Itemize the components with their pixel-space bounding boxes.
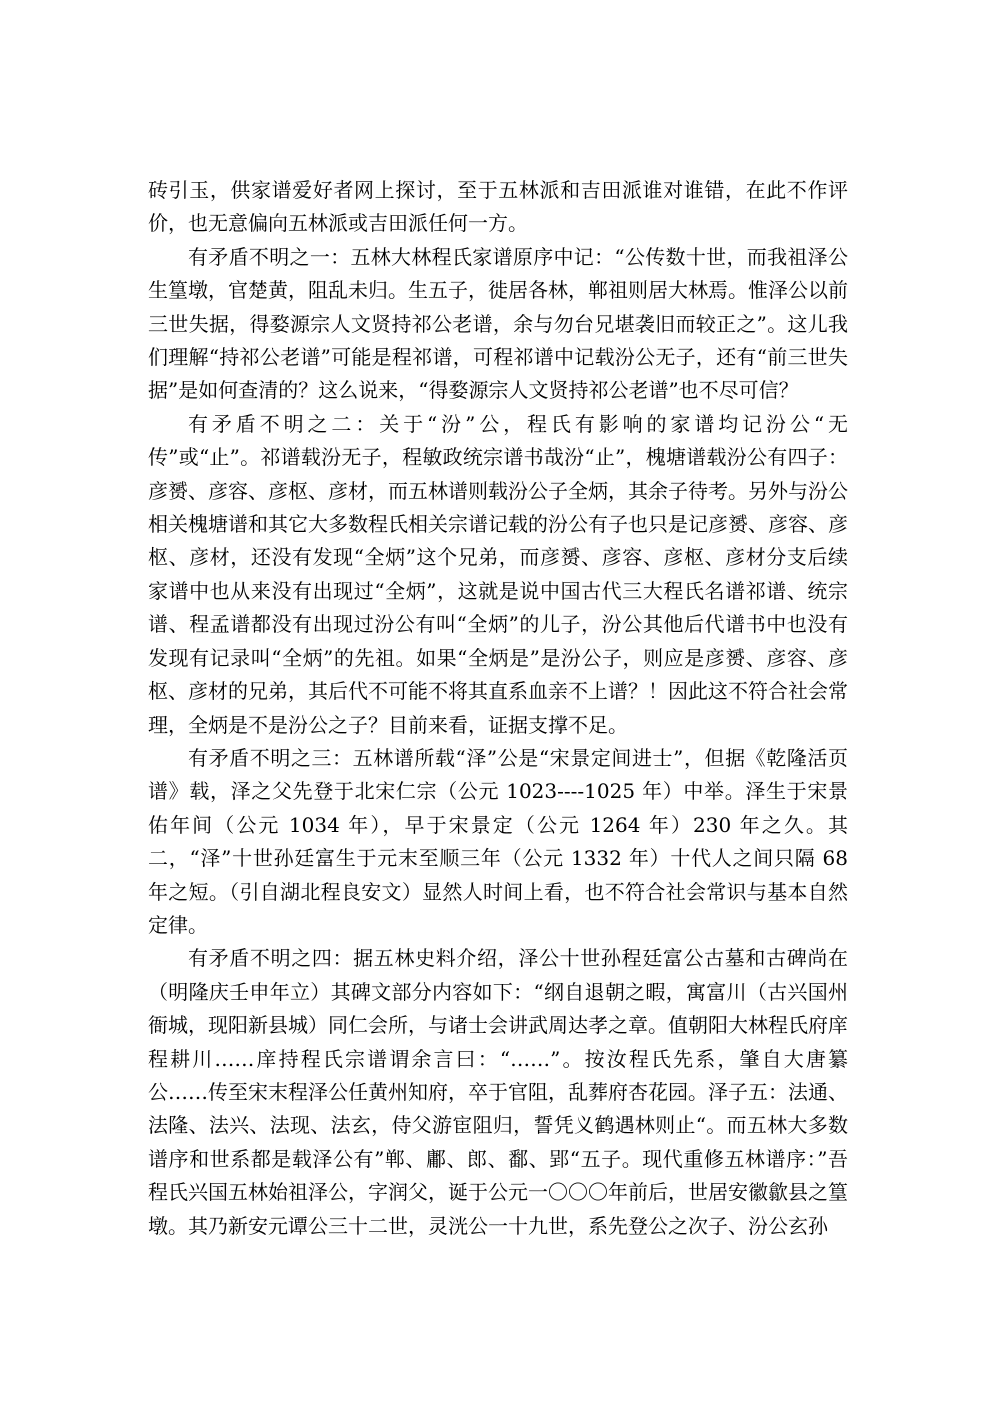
paragraph-contradiction-1: 有矛盾不明之一：五林大林程氏家谱原序中记：“公传数十世，而我祖泽公生篁墩，官楚黄，阻乱未归。生五子，徙居各林，郸祖则居大林焉。惟泽公以前三世失据，得婺源宗人文贤持祁公老谱，余与勿台兄堪袭旧而较正之”。这儿我们理解“持祁公老谱”可能是程祁谱，可程祁谱中记载汾公无子，还有“前三世失据”是如何查清的？这么说来，“得婺源宗人文贤持祁公老谱”也不尽可信？	[148, 244, 848, 403]
paragraph-continuation: 砖引玉，供家谱爱好者网上探讨，至于五林派和吉田派谁对谁错，在此不作评价，也无意偏向五林派或吉田派任何一方。	[148, 178, 848, 236]
paragraph-contradiction-3: 有矛盾不明之三：五林谱所载“泽”公是“宋景定间进士”，但据《乾隆活页谱》载，泽之父先登于北宋仁宗（公元 1023----1025 年）中举。泽生于宋景佑年间（公元 1034 年），早于宋景定（公元 1264 年）230 年之久。其二，“泽”十世孙廷富生于元末至顺三年（公元 1332 年）十代人之间只隔 68 年之短。（引自湖北程良安文）显然人时间上看，也不符合社会常识与基本自然定律。	[148, 745, 848, 937]
paragraph-contradiction-4: 有矛盾不明之四：据五林史料介绍，泽公十世孙程廷富公古墓和古碑尚在（明隆庆壬申年立）其碑文部分内容如下：“纲自退朝之暇，寓富川（古兴国州衙城，现阳新县城）同仁会所，与诸士会讲武周达孝之章。值朝阳大林程氏府庠程耕川……庠持程氏宗谱谓余言曰：“……”。按汝程氏先系，肇自大唐纂公……传至宋末程泽公任黄州知府，卒于官阻，乱葬府杏花园。泽子五：法通、法隆、法兴、法现、法玄，侍父游宦阻归，誓凭义鹤遇林则止“。而五林大多数谱序和世系都是载泽公有”郸、鄘、郎、鄱、郢“五子。现代重修五林谱序：”吾程氏兴国五林始祖泽公，字润父，诞于公元一〇〇〇年前后，世居安徽歙县之篁墩。其乃新安元谭公三十二世，灵洸公一十九世，系先登公之次子、汾公玄孙	[148, 946, 848, 1238]
paragraph-contradiction-2: 有矛盾不明之二：关于“汾”公，程氏有影响的家谱均记汾公“无传”或“止”。祁谱载汾无子，程敏政统宗谱书哉汾“止”，槐塘谱载汾公有四子：彦赟、彦容、彦枢、彦材，而五林谱则载汾公子全炳，其余子待考。另外与汾公相关槐塘谱和其它大多数程氏相关宗谱记载的汾公有子也只是记彦赟、彦容、彦枢、彦材，还没有发现“全炳”这个兄弟，而彦赟、彦容、彦枢、彦材分支后续家谱中也从来没有出现过“全炳”，这就是说中国古代三大程氏名谱祁谱、统宗谱、程孟谱都没有出现过汾公有叫“全炳”的儿子，汾公其他后代谱书中也没有发现有记录叫“全炳”的先祖。如果“全炳是”是汾公子，则应是彦赟、彦容、彦枢、彦材的兄弟，其后代不可能不将其直系血亲不上谱？！因此这不符合社会常理，全炳是不是汾公之子？目前来看，证据支撑不足。	[148, 411, 848, 737]
document-body	[148, 174, 848, 1243]
